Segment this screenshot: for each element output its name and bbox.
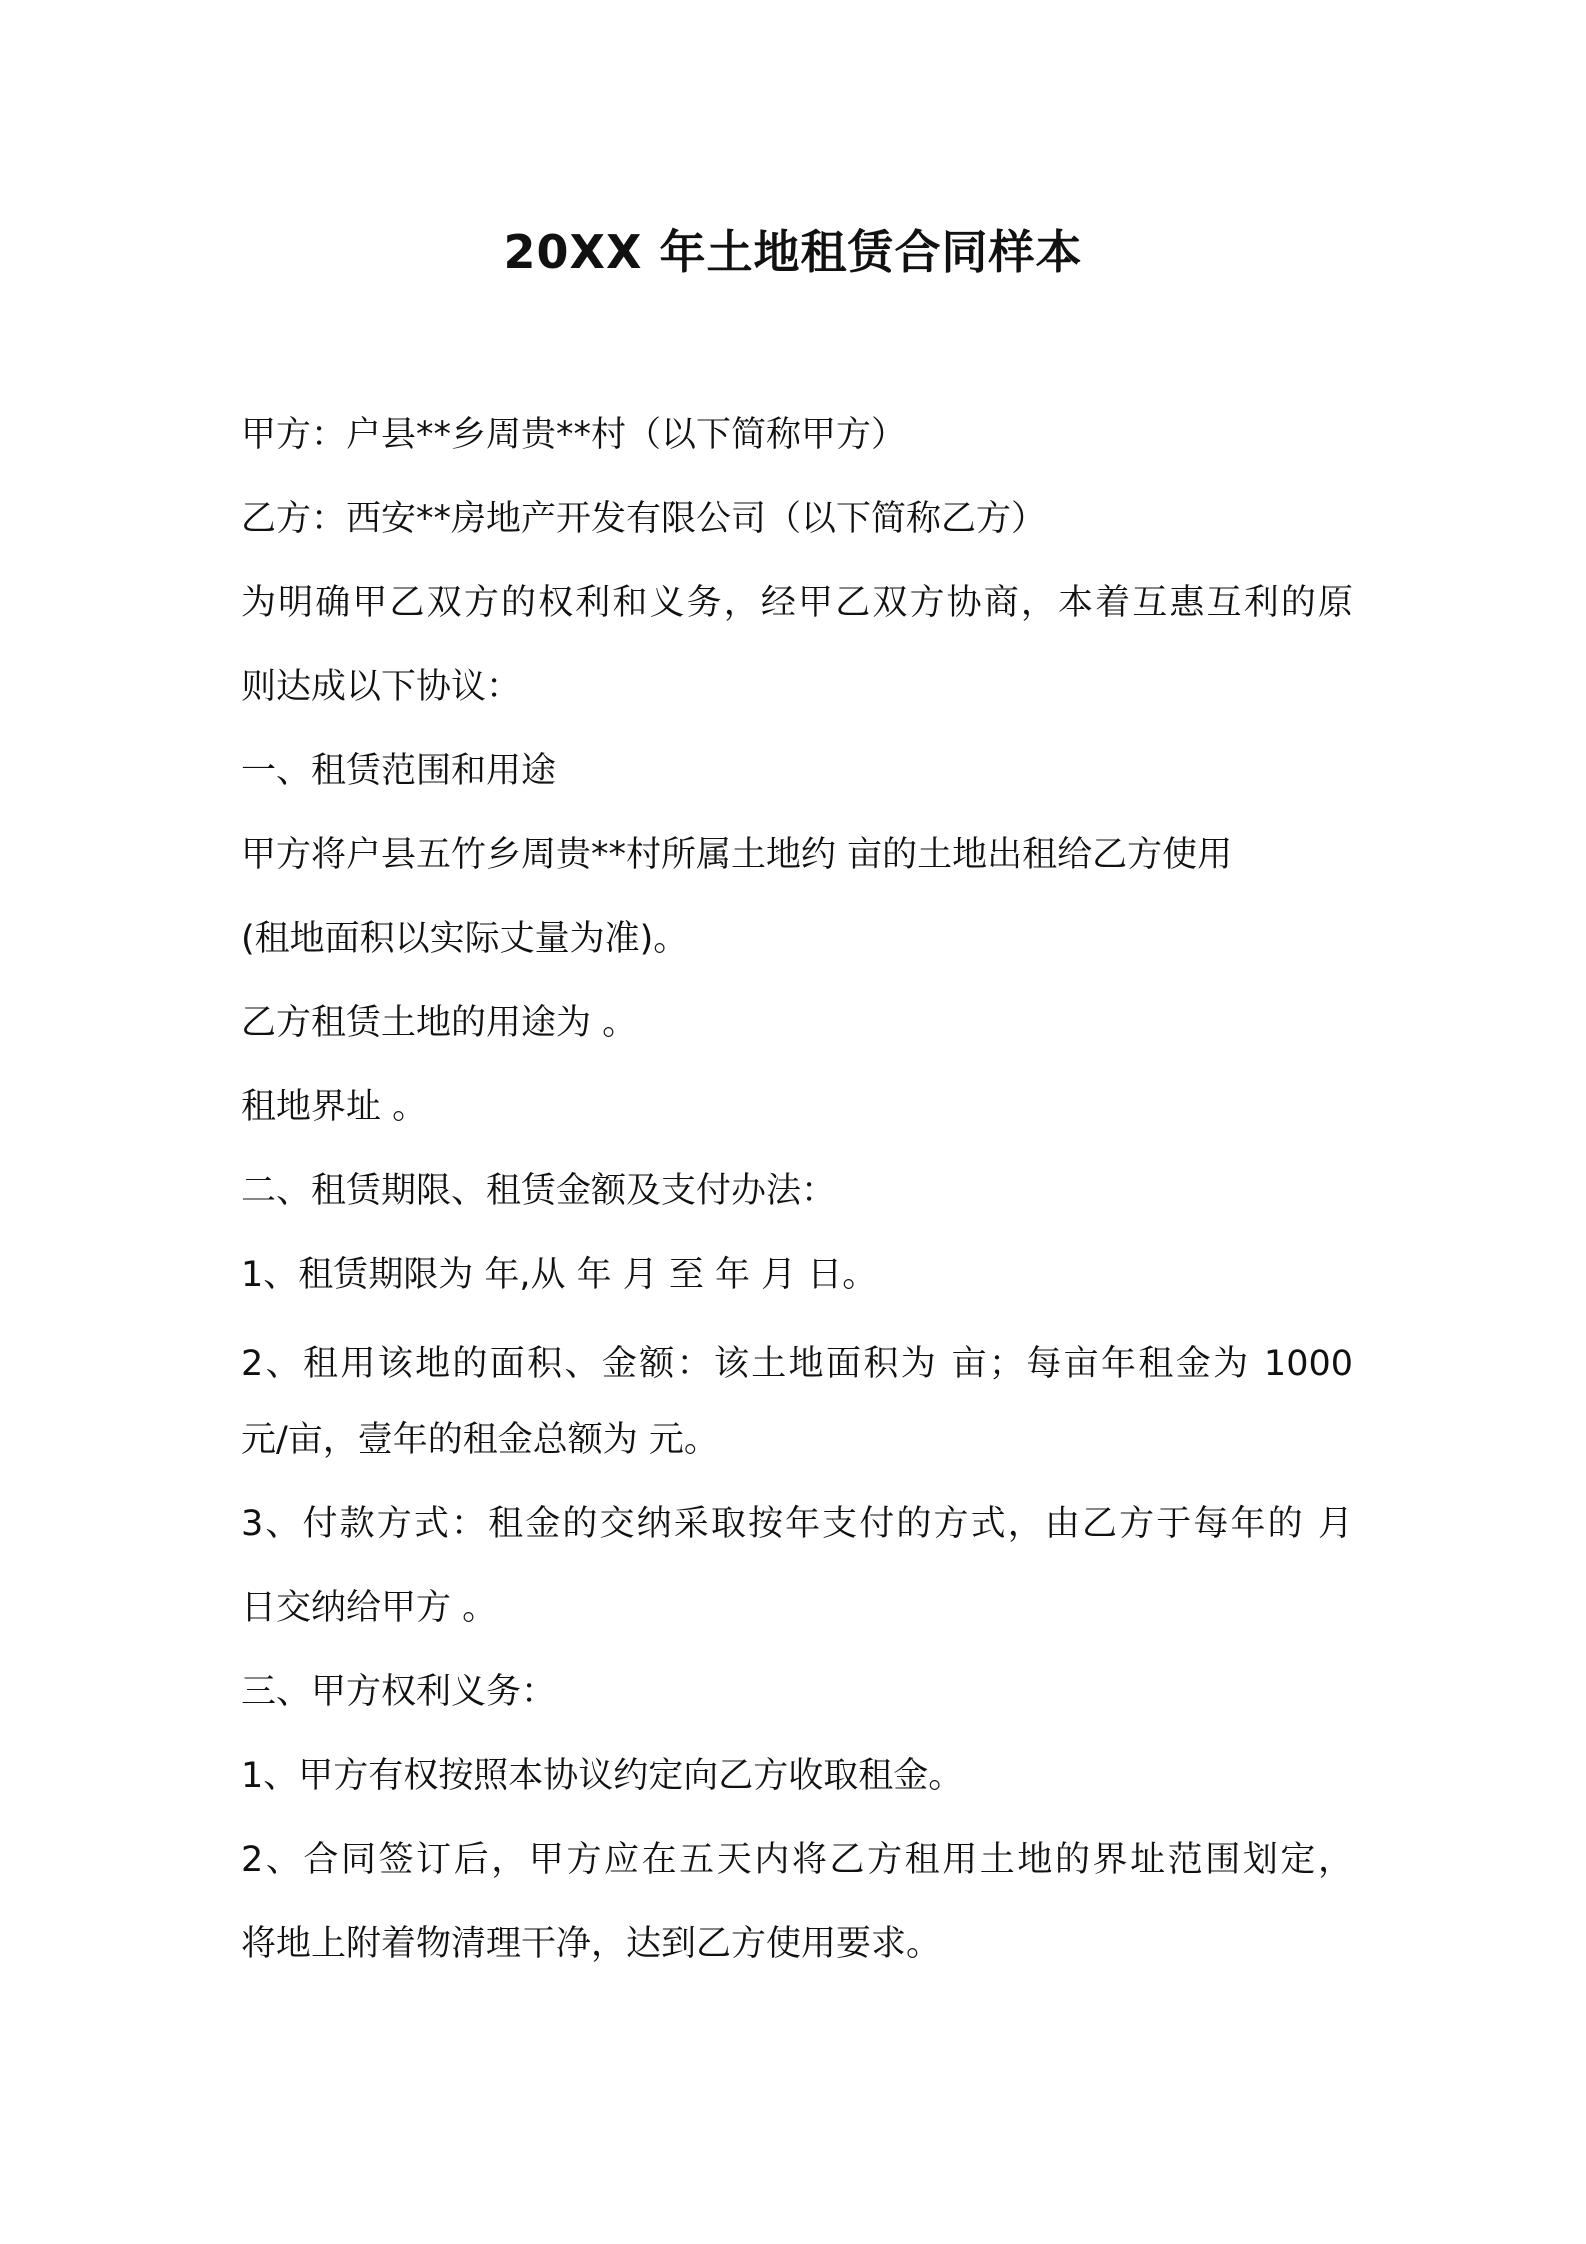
party-a-right-2-line-2: 将地上附着物清理干净，达到乙方使用要求。 — [241, 1924, 942, 1964]
preamble-line-1: 为明确甲乙双方的权利和义务，经甲乙双方协商，本着互惠互利的原 — [241, 583, 1353, 623]
boundary-line: 租地界址 。 — [241, 1087, 428, 1127]
land-use-line: 乙方租赁土地的用途为 。 — [241, 1003, 638, 1043]
area-amount-line-1: 2、租用该地的面积、金额：该土地面积为 亩；每亩年租金为 1000 — [241, 1344, 1353, 1384]
lease-term-line: 1、租赁期限为 年,从 年 月 至 年 月 日。 — [241, 1255, 878, 1295]
area-amount-line-2: 元/亩，壹年的租金总额为 元。 — [241, 1420, 719, 1460]
party-b-line: 乙方：西安**房地产开发有限公司（以下简称乙方） — [241, 499, 1047, 539]
section-2-heading: 二、租赁期限、租赁金额及支付办法： — [241, 1171, 837, 1211]
payment-line-2: 日交纳给甲方 。 — [241, 1588, 498, 1628]
section-1-line-1: 甲方将户县五竹乡周贵**村所属土地约 亩的土地出租给乙方使用 — [241, 835, 1233, 875]
section-3-heading: 三、甲方权利义务： — [241, 1672, 557, 1712]
party-a-line: 甲方：户县**乡周贵**村（以下简称甲方） — [241, 415, 907, 455]
party-a-right-1: 1、甲方有权按照本协议约定向乙方收取租金。 — [241, 1756, 964, 1796]
section-1-heading: 一、租赁范围和用途 — [241, 751, 557, 791]
payment-line-1: 3、付款方式：租金的交纳采取按年支付的方式，由乙方于每年的 月 — [241, 1504, 1353, 1544]
section-1-line-2: (租地面积以实际丈量为准)。 — [241, 919, 689, 959]
party-a-right-2-line-1: 2、合同签订后，甲方应在五天内将乙方租用土地的界址范围划定， — [241, 1840, 1353, 1880]
document-title: 20XX 年土地租赁合同样本 — [503, 225, 1083, 279]
preamble-line-2: 则达成以下协议： — [241, 667, 522, 707]
